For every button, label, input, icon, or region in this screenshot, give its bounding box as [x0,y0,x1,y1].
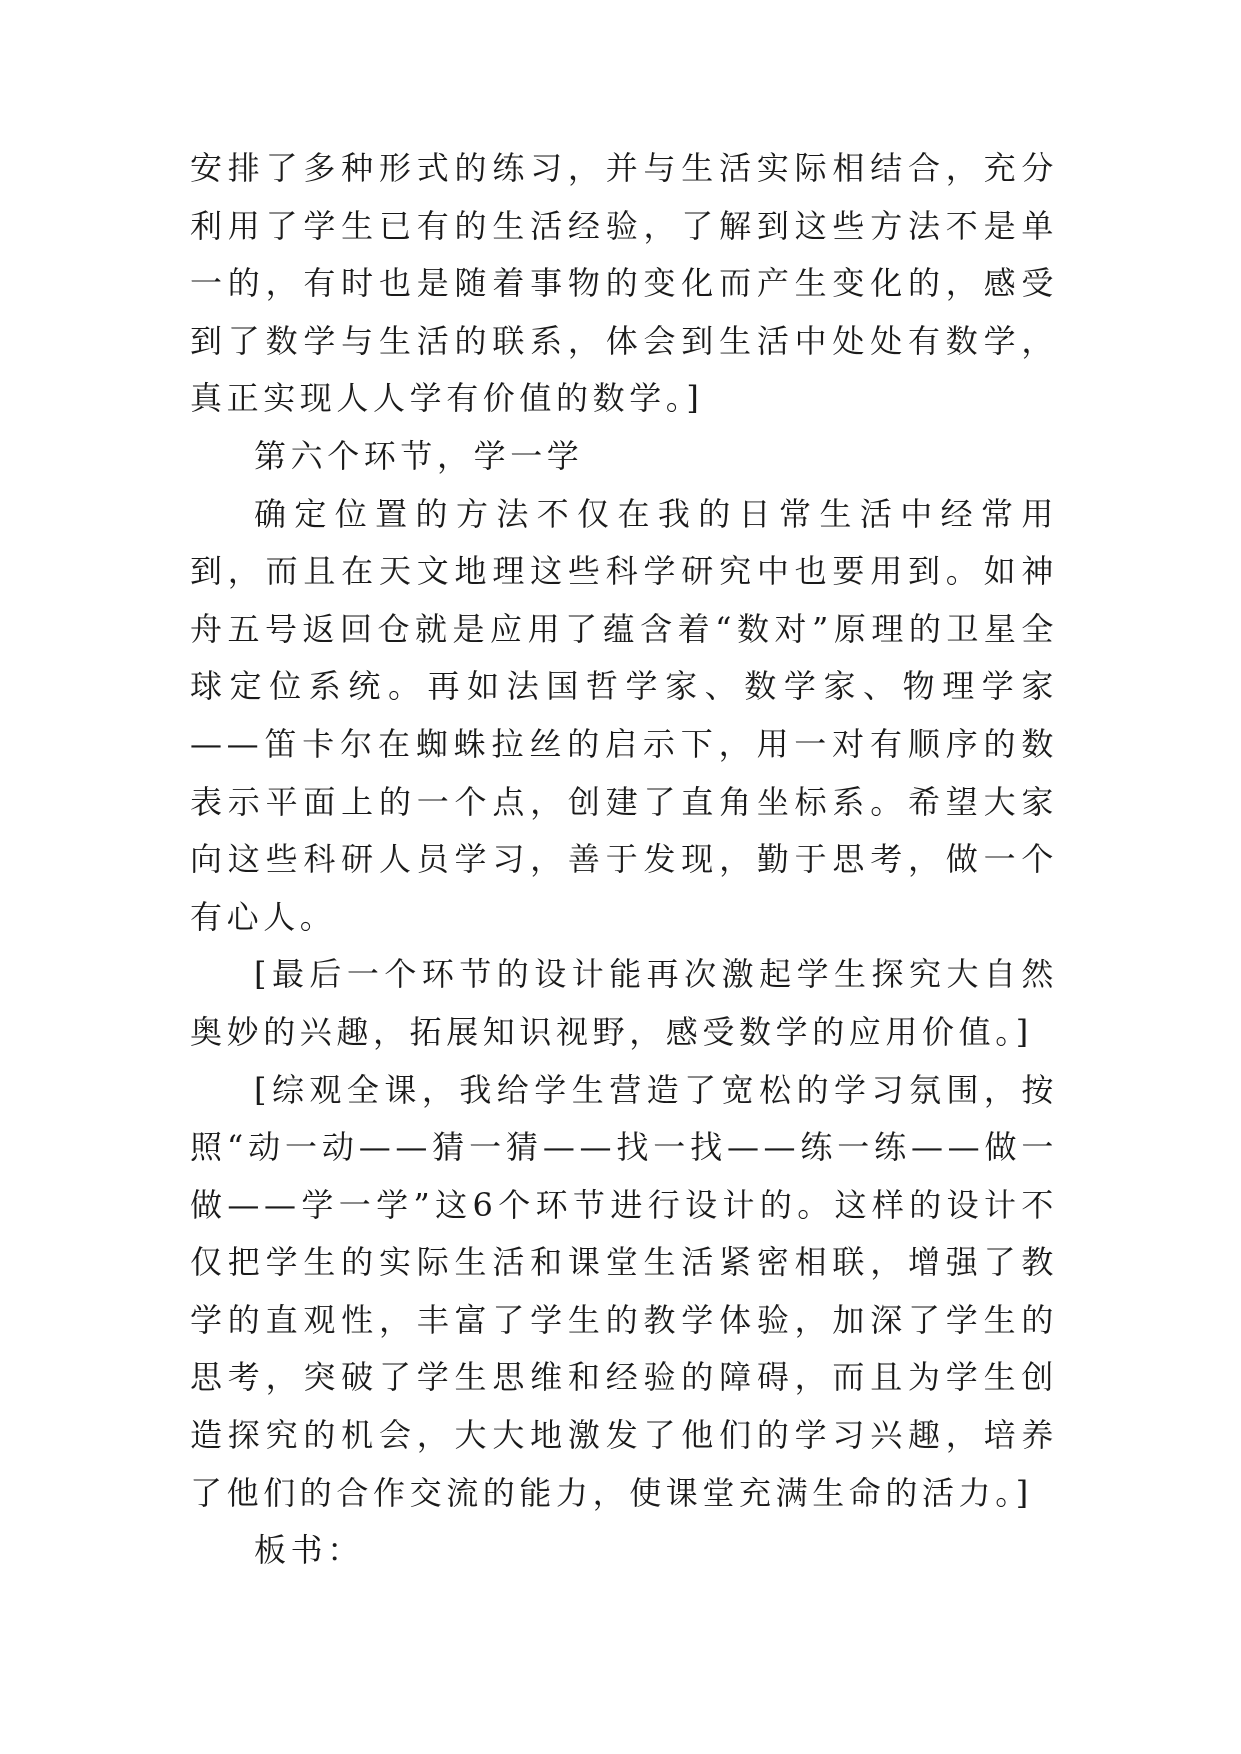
document-page [190,140,1058,1580]
paragraph-course-overview: [综观全课，我给学生营造了宽松的学习氛围，按照“动一动——猜一猜——找一找——练一练——做一做——学一学”这6个环节进行设计的。这样的设计不仅把学生的实际生活和课堂生活紧密相联，增强了教学的直观性，丰富了学生的教学体验，加深了学生的思考，突破了学生思维和经验的障碍，而且为学生创造探究的机会，大大地激发了他们的学习兴趣，培养了他们的合作交流的能力，使课堂充满生命的活力。] [190,1070,1058,1512]
paragraph-positioning-methods: 确定位置的方法不仅在我的日常生活中经常用到，而且在天文地理这些科学研究中也要用到。如神舟五号返回仓就是应用了蕴含着“数对”原理的卫星全球定位系统。再如法国哲学家、数学家、物理学家——笛卡尔在蜘蛛拉丝的启示下，用一对有顺序的数表示平面上的一个点，创建了直角坐标系。希望大家向这些科研人员学习，善于发现，勤于思考，做一个有心人。 [190,494,1058,936]
paragraph-last-step-design: [最后一个环节的设计能再次激起学生探究大自然奥妙的兴趣，拓展知识视野，感受数学的应用价值。] [190,955,1058,1051]
blackboard-heading: 板书： [254,1531,364,1570]
paragraph-continued-summary: 安排了多种形式的练习，并与生活实际相结合，充分利用了学生已有的生活经验，了解到这些方法不是单一的，有时也是随着事物的变化而产生变化的，感受到了数学与生活的联系，体会到生活中处处有数学，真正实现人人学有价值的数学。] [190,149,1058,418]
section-heading-step-six: 第六个环节，学一学 [254,436,584,475]
